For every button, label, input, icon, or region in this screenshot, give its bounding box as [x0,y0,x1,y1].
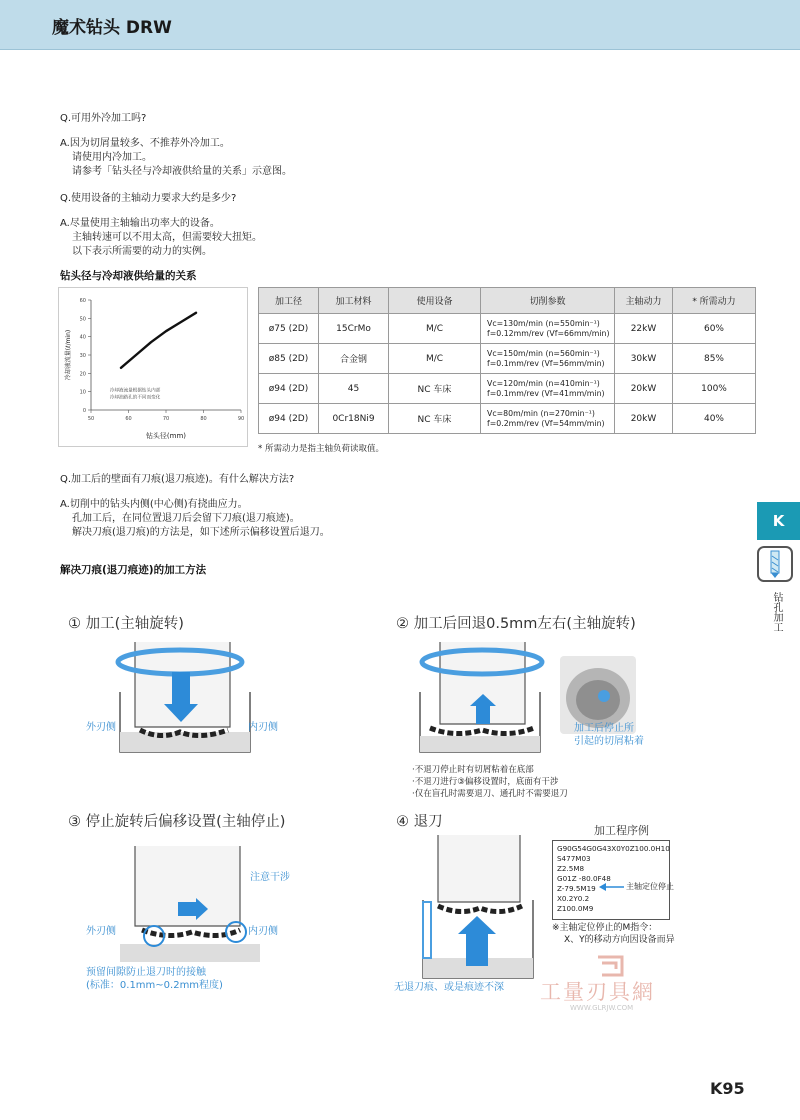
pointer-arrow-icon [598,882,626,892]
cell-power: 20kW [615,404,673,434]
cell-params [481,344,615,374]
cell-params [481,404,615,434]
step3-outer-label: 外刃侧 [86,926,116,937]
program-note-line: ※主轴定位停止的M指令： [552,923,658,933]
qa-coolant [60,112,292,179]
answer-line: A.尽量使用主轴输出功率大的设备。 [60,218,220,229]
param-line: Vc=150m/min (n=560min⁻¹) [487,348,600,358]
cell-dia: ø94 (2D) [259,404,319,434]
table-footnote: * 所需动力是指主轴负荷读取值。 [258,444,384,454]
photo-caption-line: 引起的切屑粘着 [574,736,644,747]
col-header: 主轴动力 [615,288,673,314]
answer-line: A.因为切屑量较多、不推荐外冷加工。 [60,138,230,149]
param-line: f=0.1mm/rev (Vf=41mm/min) [487,388,605,398]
param-line: Vc=80m/min (n=270min⁻¹) [487,408,595,418]
x-tick-label: 50 [87,416,95,422]
step1-outer-label: 外刃侧 [86,722,116,733]
cell-required: 60% [673,314,756,344]
interfere-label: 注意干涉 [250,872,290,883]
col-header: * 所需动力 [673,288,756,314]
step4-title: ④ 退刀 [396,814,443,830]
cell-dia: ø85 (2D) [259,344,319,374]
cell-power: 30kW [615,344,673,374]
y-tick-label: 40 [79,334,86,341]
col-header: 切削参数 [481,288,615,314]
chart-annotation: 冷却油路孔的不同而变化 [109,395,161,401]
cell-required: 40% [673,404,756,434]
inserts-icon [430,728,534,734]
cell-equipment: NC 车床 [389,374,481,404]
gap-note-line: (标准：0.1mm~0.2mm程度) [86,980,223,991]
spindle-power-table [258,287,756,434]
section-title-coolant: 钻头径与冷却液供给量的关系 [60,270,197,282]
program-title: 加工程序例 [594,824,649,837]
down-arrow-icon [172,672,190,704]
program-note-line: X、Y的移动方向因设备而异 [564,935,675,945]
photo-caption [574,722,644,748]
up-arrow-icon [466,932,488,966]
cell-dia: ø75 (2D) [259,314,319,344]
answer-line: 解决刀痕(退刀痕)的方法是，如下述所示偏移设置后退刀。 [72,527,330,538]
x-axis-label: 钻头径(mm) [145,432,187,440]
cell-power: 22kW [615,314,673,344]
cell-material: 合金钢 [319,344,389,374]
cell-material: 15CrMo [319,314,389,344]
x-tick-label: 80 [200,416,207,422]
col-header: 使用设备 [389,288,481,314]
answer-line: A.切削中的钻头内侧(中心侧)有挠曲应力。 [60,499,248,510]
table-row [259,374,756,404]
step2-illustration [400,632,550,762]
cell-params [481,314,615,344]
program-line: Z2.5M8 [557,864,585,873]
table-row [259,404,756,434]
step4-illustration [408,830,548,980]
program-line: X0.2Y0.2 [557,894,590,903]
watermark-url: WWW.GLRJW.COM [570,1004,634,1012]
y-tick-label: 30 [79,353,86,359]
step3-title: ③ 停止旋转后偏移设置(主轴停止) [68,814,286,830]
param-line: f=0.1mm/rev (Vf=56mm/min) [487,358,605,368]
wall-highlight [423,902,431,958]
step1-title: ① 加工(主轴旋转) [68,616,184,632]
y-tick-label: 20 [79,371,86,378]
chapter-tab-k[interactable]: K [757,502,800,540]
note-line: ·不退刀停止时有切屑粘着在底部 [412,765,534,775]
program-note [552,922,675,946]
y-tick-label: 10 [79,389,86,396]
table-header-row [259,288,756,314]
param-line: Vc=130m/min (n=550min⁻¹) [487,318,600,328]
drill-icon [757,546,793,582]
qa-spindle-power [60,192,262,259]
y-tick-label: 0 [82,408,86,414]
param-line: f=0.12mm/rev (Vf=66mm/min) [487,328,610,338]
section-title-solution: 解决刀痕(退刀痕迹)的加工方法 [60,564,207,576]
note-line: ·仅在盲孔时需要退刀、通孔时不需要退刀 [412,789,568,799]
y-tick-label: 60 [79,298,86,304]
inserts-icon [438,906,522,912]
gap-note-line: 预留间隙防止退刀时的接触 [86,967,206,978]
qa-tool-marks [60,473,330,540]
step4-caption: 无退刀痕、或是痕迹不深 [394,982,504,993]
answer-line: 以下表示所需要的动力的实例。 [72,246,212,257]
table-row [259,314,756,344]
col-header: 加工材料 [319,288,389,314]
program-box [552,840,670,920]
cell-required: 100% [673,374,756,404]
up-arrow-icon [476,704,490,724]
cell-material: 0Cr18Ni9 [319,404,389,434]
cell-equipment: M/C [389,344,481,374]
coolant-chart [58,287,248,447]
col-header: 加工径 [259,288,319,314]
series-line [121,313,196,368]
question: Q.使用设备的主轴动力要求大约是多少? [60,193,237,204]
chart-svg [59,288,249,448]
program-line: S477M03 [557,854,591,863]
answer-line: 请参考「钻头径与冷却液供给量的关系」示意图。 [72,166,292,177]
x-tick-label: 90 [237,416,245,422]
cell-dia: ø94 (2D) [259,374,319,404]
step3-inner-label: 内刃侧 [248,926,278,937]
offset-arrow-icon [178,902,196,916]
question: Q.可用外冷加工吗? [60,113,147,124]
step1-inner-label: 内刃侧 [248,722,278,733]
answer-line: 主轴转速可以不用太高，但需要较大扭矩。 [72,232,262,243]
cell-params [481,374,615,404]
cell-required: 85% [673,344,756,374]
program-line: G90G54G0G43X0Y0Z100.0H10 [557,844,670,853]
param-line: Vc=120m/min (n=410min⁻¹) [487,378,600,388]
inserts-icon [140,730,228,736]
page-title: 魔术钻头 DRW [52,18,172,38]
program-line: Z-79.5M19 [557,884,596,893]
gap-note [86,966,223,992]
answer-line: 孔加工后，在同位置退刀后会留下刀痕(退刀痕迹)。 [72,513,300,524]
photo-caption-line: 加工后停止所 [574,723,634,734]
cell-equipment: M/C [389,314,481,344]
step2-notes [412,764,568,800]
step1-illustration [80,632,280,762]
param-line: f=0.2mm/rev (Vf=54mm/min) [487,418,605,428]
y-axis-label: 冷却液流量(ℓ/min) [65,329,72,381]
spindle-stop-label: 主轴定位停止 [626,882,674,891]
x-tick-label: 70 [162,416,170,422]
y-tick-label: 50 [79,316,86,323]
page-header [0,0,800,50]
program-line: Z100.0M9 [557,904,594,913]
program-line: G01Z -80.0F48 [557,874,611,883]
note-line: ·不退刀进行③偏移设置时，底面有干涉 [412,777,559,787]
page-number: K95 [710,1079,745,1098]
cell-equipment: NC 车床 [389,404,481,434]
question: Q.加工后的壁面有刀痕(退刀痕迹)。有什么解决方法? [60,474,295,485]
cell-power: 20kW [615,374,673,404]
x-tick-label: 60 [125,416,132,422]
side-label: 钻孔加工 [771,592,782,632]
step2-title: ② 加工后回退0.5mm左右(主轴旋转) [396,616,636,632]
chart-annotation: 冷却液流量根据钻头内部 [109,388,161,394]
cell-material: 45 [319,374,389,404]
watermark-text: 工量刃具網 [540,980,655,1004]
step3-illustration [80,836,300,966]
table-row [259,344,756,374]
answer-line: 请使用内冷加工。 [72,152,152,163]
